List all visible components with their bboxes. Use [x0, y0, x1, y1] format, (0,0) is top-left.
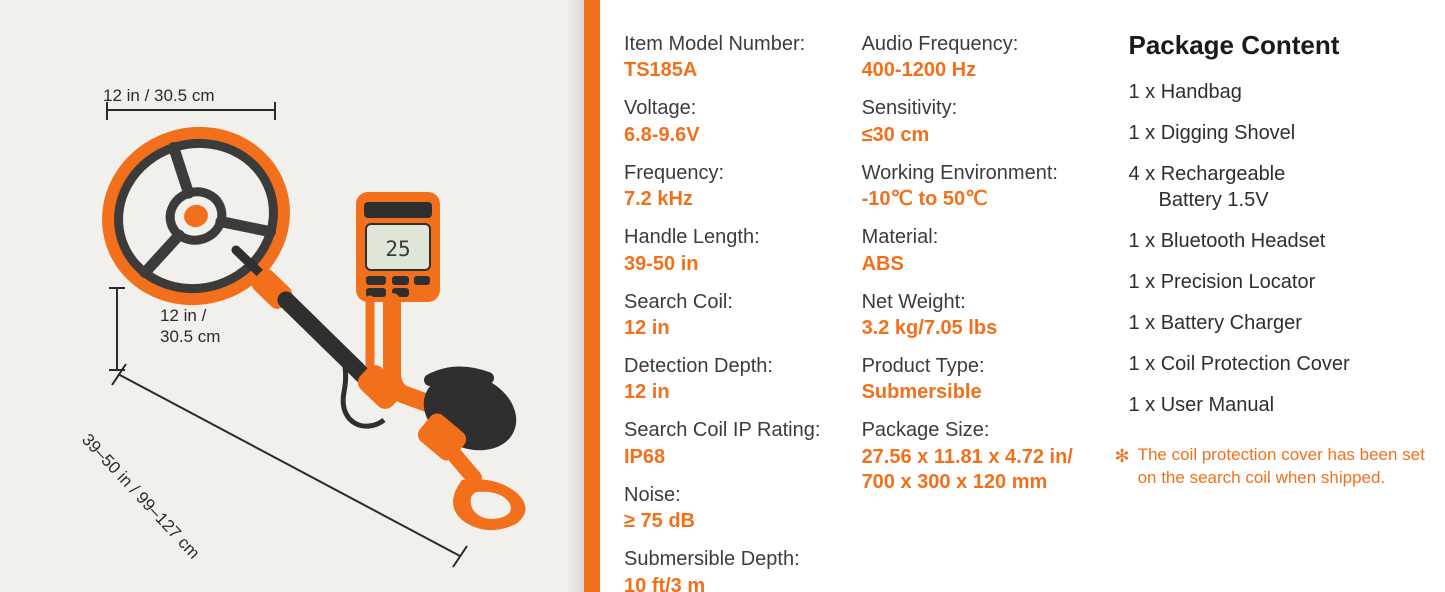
- coil-depth-line2: 30.5 cm: [160, 327, 221, 347]
- spec-value: Submersible: [861, 381, 982, 404]
- spec-value: ABS: [861, 252, 904, 275]
- spec-item: [624, 354, 862, 405]
- spec-value: 10 ft/3 m: [624, 574, 706, 592]
- list-item: 1 x Coil Protection Cover: [1128, 353, 1350, 375]
- spec-item: [862, 290, 1089, 341]
- spec-column-2: [862, 22, 1089, 582]
- spec-item: [624, 161, 862, 212]
- svg-text:25: 25: [385, 237, 411, 261]
- spec-item: [862, 225, 1089, 276]
- list-item-text-continued: Battery 1.5V: [1158, 189, 1269, 211]
- product-illustration: [0, 0, 600, 592]
- spec-value: 12 in: [624, 316, 670, 339]
- list-item: 1 x Battery Charger: [1128, 312, 1302, 334]
- spec-value: 39-50 in: [624, 252, 699, 275]
- spec-item: [862, 418, 1089, 494]
- package-note: [1110, 444, 1427, 490]
- list-item-text: 4 x Rechargeable: [1128, 163, 1286, 185]
- list-item: 1 x Handbag: [1128, 81, 1242, 103]
- spec-label: Product Type:: [861, 354, 985, 377]
- spec-label: Working Environment:: [861, 161, 1058, 184]
- coil-depth-dimension-line: [109, 288, 125, 370]
- spec-label: Audio Frequency:: [861, 33, 1019, 55]
- spec-label: Noise:: [624, 483, 681, 506]
- spec-value: 12 in: [624, 381, 670, 404]
- spec-label: Voltage:: [624, 97, 697, 120]
- spec-item: [624, 483, 862, 534]
- spec-item: [624, 32, 862, 83]
- asterisk-icon: ✻: [1114, 446, 1130, 466]
- spec-label: Frequency:: [624, 161, 725, 184]
- specifications-panel: [600, 0, 1445, 592]
- package-content-column: [1088, 22, 1427, 582]
- spec-label: Package Size:: [861, 419, 990, 442]
- spec-value: ≥ 75 dB: [624, 510, 695, 533]
- spec-label: Net Weight:: [861, 290, 966, 313]
- spec-value: [862, 445, 1089, 495]
- orange-divider-bar: [584, 0, 600, 592]
- spec-item: [862, 354, 1089, 405]
- control-box: [356, 192, 440, 302]
- spec-item: [624, 96, 862, 147]
- spec-value: 7.2 kHz: [624, 188, 693, 211]
- list-item: 1 x Precision Locator: [1128, 271, 1316, 293]
- list-item: 1 x Digging Shovel: [1128, 122, 1296, 144]
- coil-depth-dimension-label: [160, 305, 220, 348]
- spec-item: [862, 96, 1089, 147]
- spec-label: Sensitivity:: [861, 97, 958, 120]
- list-item: 1 x Bluetooth Headset: [1128, 230, 1326, 252]
- coil-depth-line1: 12 in /: [160, 306, 207, 325]
- spec-value: IP68: [624, 445, 666, 468]
- list-item: [1128, 161, 1427, 213]
- spec-value: 3.2 kg/7.05 lbs: [861, 316, 998, 339]
- spec-label: Handle Length:: [624, 226, 760, 249]
- spec-value: 400-1200 Hz: [861, 59, 977, 82]
- spec-value-line1: 27.56 x 11.81 x 4.72 in/: [861, 445, 1073, 468]
- spec-value: 6.8-9.6V: [624, 123, 700, 146]
- spec-label: Search Coil IP Rating:: [624, 419, 821, 442]
- product-image-panel: [0, 0, 600, 592]
- spec-label: Detection Depth:: [624, 354, 773, 377]
- spec-label: Submersible Depth:: [624, 548, 800, 571]
- spec-item: [624, 290, 862, 341]
- spec-item: [624, 418, 862, 469]
- package-content-title: Package Content: [1128, 30, 1340, 60]
- list-item: 1 x User Manual: [1128, 394, 1275, 416]
- package-note-text: The coil protection cover has been set on the search coil when shipped.: [1137, 445, 1425, 487]
- spec-label: Item Model Number:: [624, 33, 806, 55]
- spec-item: [624, 547, 862, 592]
- coil-width-dimension-label: 12 in / 30.5 cm: [103, 86, 215, 105]
- spec-value-line2: 700 x 300 x 120 mm: [861, 470, 1048, 493]
- spec-value: ≤30 cm: [861, 123, 930, 146]
- spec-value: -10℃ to 50℃: [861, 188, 988, 211]
- spec-item: [862, 161, 1089, 212]
- spec-item: [624, 225, 862, 276]
- spec-value: TS185A: [624, 59, 698, 82]
- spec-column-1: [624, 22, 862, 592]
- spec-item: [862, 32, 1089, 83]
- spec-label: Search Coil:: [624, 290, 733, 313]
- stand-foot: [452, 452, 526, 530]
- spec-label: Material:: [861, 226, 939, 249]
- shaft-length-dimension-label: 39–50 in / 99–127 cm: [78, 430, 204, 563]
- armrest: [412, 360, 529, 465]
